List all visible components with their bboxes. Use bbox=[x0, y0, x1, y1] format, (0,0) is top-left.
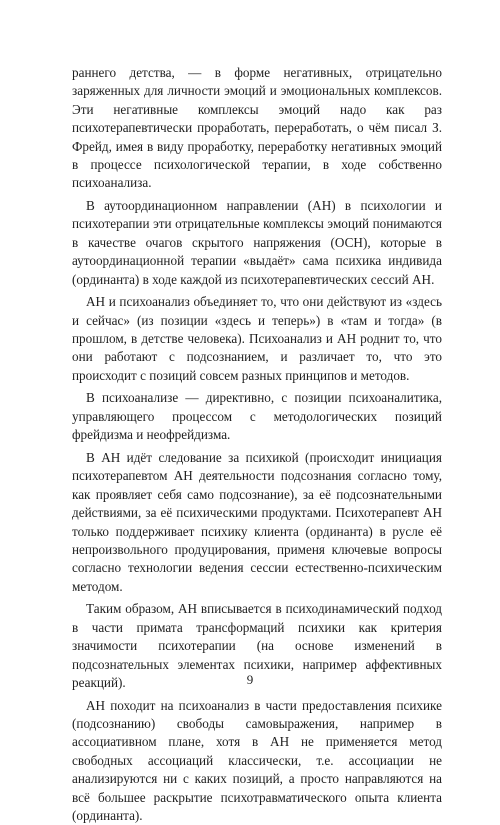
page-number: 9 bbox=[246, 672, 254, 687]
paragraph-7: АН походит на психоанализ в части предоставления психике (подсознанию) свободы самовыражения, например в ассоциативном плане, хотя в АН не применяется метод свободных ассоциаций классически, т.е. ассоциации не анализируются ни с каких позиций, а просто направляются на всё большее раскрытие психотравматического опыта клиента (ординанта). bbox=[72, 697, 442, 823]
paragraph-2: В аутоординационном направлении (АН) в психологии и психотерапии эти отрицательные комплексы эмоций понимаются в качестве очагов скрытого напряжения (ОСН), которые в аутоординационной терапии «выдаёт» сама психика индивида (ординанта) в ходе каждой из психотерапевтических сессий АН. bbox=[72, 198, 442, 287]
paragraph-6: Таким образом, АН вписывается в психодинамический подход в части примата трансформаций психики как критерия значимости психотерапии (на основе изменений в подсознательных элементах психики, например аффективных реакций). bbox=[72, 601, 442, 690]
page-body bbox=[72, 64, 442, 825]
paragraph-4: В психоанализе — директивно, с позиции психоаналитика, управляющего процессом с методологических позиций фрейдизма и неофрейдизма. bbox=[72, 390, 442, 443]
paragraph-5: В АН идёт следование за психикой (происходит инициация психотерапевтом АН деятельности подсознания согласно тому, как проявляет себя само подсознание), за её подсознательными действиями, за её психическими продуктами. Психотерапевт АН только поддерживает психику клиента (ординанта) в русле её непроизвольного продуцирования, применя ключевые вопросы согласно технологии ведения сессии естественно-психическим методом. bbox=[72, 449, 442, 594]
paragraph-3: АН и психоанализ объединяет то, что они действуют из «здесь и сейчас» (из позиции «здесь и теперь») в «там и тогда» (в прошлом, в детстве человека). Психоанализ и АН роднит то, что они работают с подсознанием, и различает то, что это происходит с позиций совсем разных принципов и методов. bbox=[72, 294, 442, 383]
paragraph-1: раннего детства, — в форме негативных, отрицательно заряженных для личности эмоций и эмоциональных комплексов. Эти негативные комплексы эмоций надо как раз психотерапевтически проработать, переработать, о чём писал З. Фрейд, имея в виду проработку, переработку негативных эмоций в процессе психологической терапии, в ходе собственно психоанализа. bbox=[72, 65, 442, 191]
